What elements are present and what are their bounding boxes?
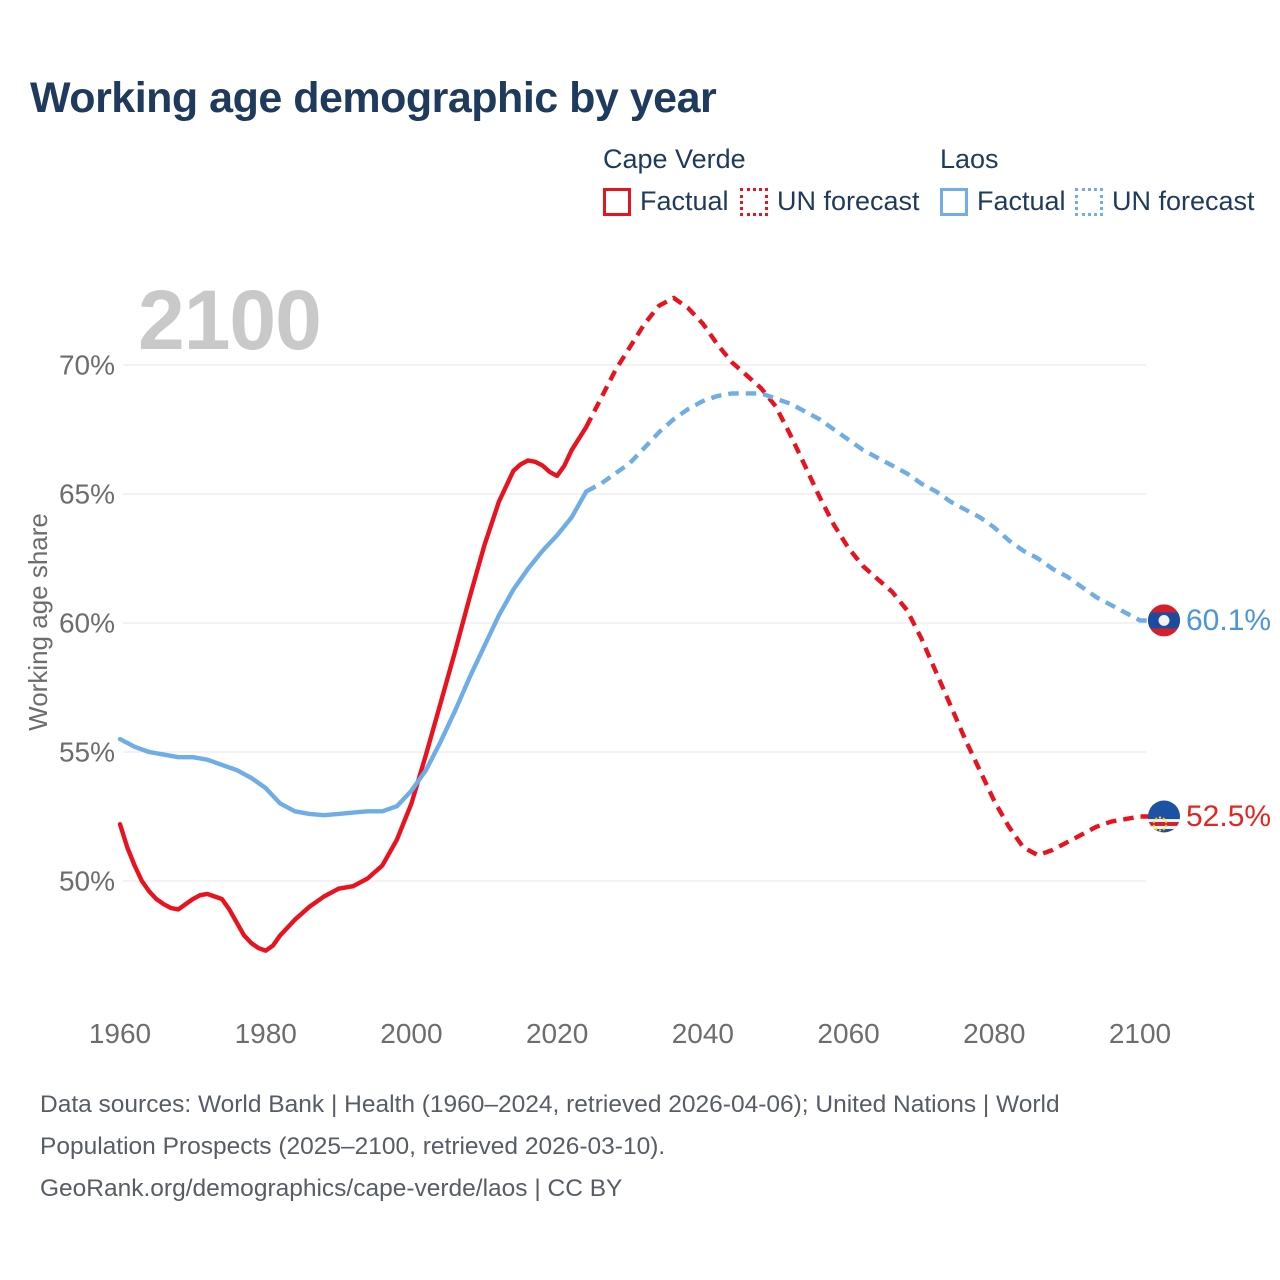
footer-line-1: Data sources: World Bank | Health (1960–2024, retrieved 2026-04-06); United Nations | World (40, 1091, 1060, 1118)
legend-item-label: Factual (640, 186, 729, 216)
x-axis-tick-label: 2000 (380, 1018, 443, 1049)
series-line-cape-verde-factual (120, 427, 586, 951)
page-title: Working age demographic by year (30, 74, 717, 122)
y-axis-tick-label: 70% (58, 349, 115, 381)
y-axis-title: Working age share (23, 513, 53, 731)
legend-item-label: UN forecast (1112, 186, 1255, 216)
legend-group-cape-verde: Cape Verde (603, 144, 746, 174)
legend-item-label: Factual (977, 186, 1066, 216)
x-axis-tick-label: 1960 (88, 1018, 152, 1049)
legend-group-laos: Laos (940, 144, 999, 174)
series-line-laos-forecast (586, 393, 1151, 620)
laos-end-value-label: 60.1% (1186, 603, 1272, 637)
year-watermark: 2100 (138, 273, 321, 367)
x-axis-tick-label: 2080 (963, 1018, 1026, 1049)
x-axis-tick-label: 2060 (817, 1018, 880, 1049)
cape-verde-flag-icon (1148, 801, 1180, 833)
x-axis-tick-label: 1980 (234, 1018, 297, 1049)
x-axis-tick-label: 2100 (1108, 1018, 1172, 1049)
laos-flag-icon (1148, 604, 1180, 636)
data-sources-note (40, 1084, 1190, 1210)
footer-line-3: GeoRank.org/demographics/cape-verde/laos | CC BY (40, 1175, 623, 1202)
y-axis-tick-label: 50% (58, 865, 115, 897)
legend-item-label: UN forecast (777, 186, 920, 216)
y-axis-tick-label: 60% (58, 607, 115, 639)
series-line-laos-factual (120, 491, 586, 815)
x-axis-tick-label: 2020 (525, 1018, 589, 1049)
y-axis-tick-label: 65% (58, 478, 115, 510)
y-axis-tick-label: 55% (58, 736, 115, 768)
x-axis-tick-label: 2040 (671, 1018, 735, 1049)
footer-line-2: Population Prospects (2025–2100, retrieved 2026-03-10). (40, 1133, 666, 1160)
cape-verde-end-value-label: 52.5% (1186, 800, 1272, 833)
